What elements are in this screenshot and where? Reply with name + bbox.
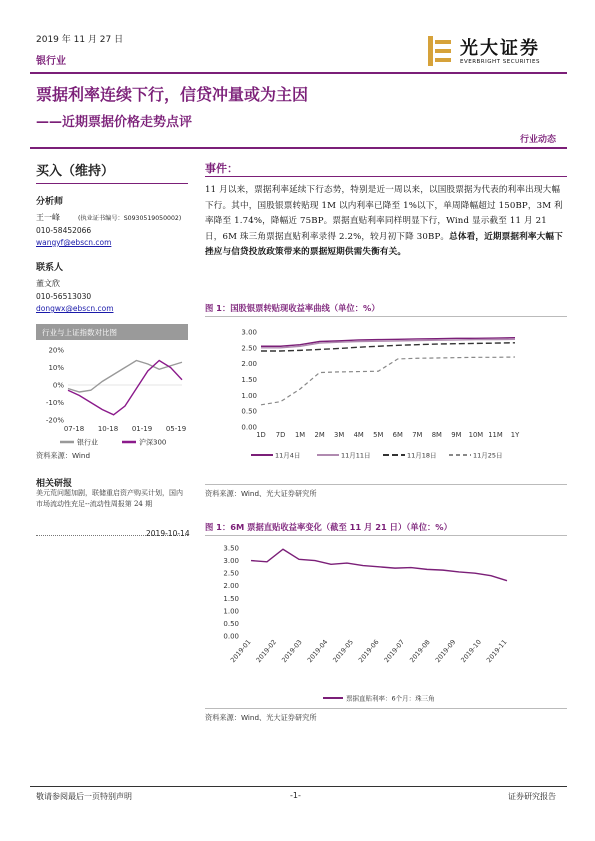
fig1-legend-label: 11月11日 [341, 451, 371, 460]
perf-ytick-label: 20% [48, 346, 64, 355]
report-subtitle: ——近期票据价格走势点评 [36, 115, 193, 130]
perf-chart-source: 资料来源：Wind [36, 451, 91, 460]
perf-xtick-label: 10-18 [97, 425, 119, 433]
figure2-bottom-rule [205, 708, 567, 709]
perf-xtick-label: 01-19 [131, 425, 153, 433]
perf-xtick-label: 05-19 [165, 425, 187, 433]
logo-text-cn: 光大证券 [460, 38, 540, 59]
analyst-heading: 分析师 [36, 197, 64, 207]
fig2-xtick-label: 2019-02 [254, 638, 279, 665]
event-rule [205, 176, 567, 177]
related-report-link[interactable]: 美元荒问题加剧，联储重启资产购买计划，国内市场流动性充足--流动性周报第 24 期 [36, 489, 183, 508]
contact-heading: 联系人 [36, 263, 64, 273]
fig2-xtick-label: 2019-07 [382, 638, 407, 665]
perf-ytick-label: 10% [48, 364, 64, 372]
fig2-ytick-label: 1.50 [223, 594, 239, 603]
fig1-xtick-label: 7D [275, 431, 286, 439]
report-title: 票据利率连续下行，信贷冲量或为主因 [36, 85, 309, 104]
figure1-source: 资料来源：Wind、光大证券研究所 [205, 489, 317, 498]
fig2-ytick-label: 0.00 [223, 632, 239, 641]
perf-xtick-label: 07-18 [63, 425, 85, 433]
figure2-chart [205, 540, 567, 706]
fig1-series-line [261, 357, 515, 405]
fig2-xtick-label: 2019-01 [228, 638, 253, 665]
fig1-ytick-label: 2.00 [241, 360, 257, 369]
analyst-phone: 010-58452066 [36, 226, 92, 235]
perf-legend-label: 银行业 [77, 438, 98, 447]
fig2-ytick-label: 2.00 [223, 582, 239, 591]
perf-legend-label: 沪深300 [139, 438, 167, 447]
fig2-ytick-label: 3.50 [223, 544, 239, 553]
event-paragraph [205, 183, 567, 261]
figure1-bottom-rule [205, 484, 567, 485]
perf-series-line [68, 361, 182, 393]
logo-text-en: EVERBRIGHT SECURITIES [460, 59, 540, 65]
figure1-top-rule [205, 316, 567, 317]
fig1-xtick-label: 11M [488, 431, 503, 439]
perf-chart-header [36, 324, 188, 340]
logo-mark-icon [428, 36, 454, 66]
footer-rule [30, 786, 567, 787]
perf-ytick-label: 0% [52, 381, 64, 390]
analyst-email-link[interactable]: wangyf@ebscn.com [36, 238, 112, 247]
page-number: -1- [290, 791, 301, 800]
fig1-xtick-label: 3M [334, 431, 345, 439]
event-paragraph-conclusion: 总体看，近期票据利率大幅下挫应与信贷投放政策带来的票据短期供需失衡有关。 [205, 231, 563, 258]
fig1-ytick-label: 1.00 [241, 391, 257, 400]
fig1-xtick-label: 8M [431, 431, 442, 439]
related-heading: 相关研报 [36, 479, 73, 489]
fig2-series-line [251, 549, 507, 580]
fig1-xtick-label: 2M [314, 431, 325, 439]
fig1-legend-label: 11月25日 [473, 451, 503, 460]
rating-rule [36, 183, 188, 184]
industry-label: 银行业 [36, 56, 66, 67]
title-rule [30, 147, 567, 149]
footer-disclaimer-link[interactable]: 敬请参阅最后一页特别声明 [36, 792, 132, 801]
fig1-ytick-label: 3.00 [241, 328, 257, 337]
figure2-title: 图 1：6M 票据直贴收益率变化（截至 11 月 21 日）（单位：%） [205, 522, 452, 532]
event-heading: 事件： [205, 162, 238, 175]
figure2-source: 资料来源：Wind、光大证券研究所 [205, 713, 317, 722]
perf-ytick-label: -10% [45, 399, 64, 407]
event-paragraph-plain: 11 月以来，票据利率延续下行态势，特别是近一周以来，以国股票据为代表的利率出现大幅下行。其中，国股银票转贴现 1M 以内利率已降至 1%以下，单周降幅超过 150BP，3M 利率降至 1.74%，降幅近 75BP。票据直贴利率同样明显下行，Wind 显示截至 11 月 21 日，6M 珠三角票据直贴利率录得 2.2%，较月初下降 30BP。 [205, 185, 563, 242]
fig2-legend-label: 票据直贴利率：6个月：珠三角 [346, 694, 435, 703]
perf-ytick-label: -20% [45, 416, 64, 425]
analyst-cert: (执业证书编号：S0930519050002) [78, 215, 182, 222]
fig1-xtick-label: 1M [294, 431, 306, 439]
fig1-ytick-label: 0.50 [241, 407, 257, 416]
perf-series-line [68, 361, 182, 415]
figure1-title: 图 1：国股银票转贴现收益率曲线（单位：%） [205, 303, 380, 313]
contact-phone: 010-56513030 [36, 292, 92, 301]
fig2-xtick-label: 2019-04 [305, 638, 330, 665]
company-logo [428, 34, 568, 70]
contact-email-link[interactable]: dongwx@ebscn.com [36, 304, 114, 313]
perf-chart-title: 行业与上证指数对比图 [42, 328, 117, 337]
contact-name: 董文欣 [36, 279, 60, 288]
fig2-xtick-label: 2019-03 [280, 638, 304, 665]
fig1-ytick-label: 2.50 [241, 344, 257, 353]
header-rule [30, 72, 567, 74]
fig2-xtick-label: 2019-09 [433, 638, 458, 665]
fig2-xtick-label: 2019-10 [459, 638, 483, 665]
report-date: 2019 年 11 月 27 日 [36, 35, 124, 45]
report-type-tag: 行业动态 [520, 135, 557, 145]
figure1-chart [205, 322, 567, 482]
fig1-xtick-label: 5M [373, 431, 384, 439]
fig1-legend-label: 11月18日 [407, 451, 437, 460]
fig2-xtick-label: 2019-11 [484, 638, 509, 665]
fig2-xtick-label: 2019-05 [331, 638, 355, 665]
fig2-xtick-label: 2019-06 [356, 638, 381, 665]
footer-report-type: 证券研究报告 [508, 792, 556, 801]
fig1-xtick-label: 1D [256, 431, 266, 439]
fig2-xtick-label: 2019-08 [408, 638, 432, 665]
related-date: 2019-10-14 [146, 529, 190, 538]
fig2-ytick-label: 0.50 [223, 619, 239, 628]
analyst-name: 王一峰 [36, 213, 60, 222]
fig2-ytick-label: 3.00 [223, 557, 239, 566]
perf-chart [36, 342, 188, 450]
rating: 买入（维持） [36, 164, 115, 179]
fig1-ytick-label: 1.50 [241, 376, 257, 384]
fig1-ytick-label: 0.00 [241, 423, 257, 432]
figure2-top-rule [205, 535, 567, 536]
fig2-ytick-label: 2.50 [223, 569, 239, 578]
fig1-legend-label: 11月4日 [275, 451, 301, 460]
fig1-xtick-label: 1Y [510, 431, 520, 439]
fig1-xtick-label: 9M [451, 431, 462, 439]
fig2-ytick-label: 1.00 [223, 607, 239, 616]
fig1-xtick-label: 6M [392, 431, 403, 439]
fig1-xtick-label: 4M [353, 431, 364, 439]
fig1-xtick-label: 7M [412, 431, 423, 439]
fig1-xtick-label: 10M [468, 431, 484, 439]
